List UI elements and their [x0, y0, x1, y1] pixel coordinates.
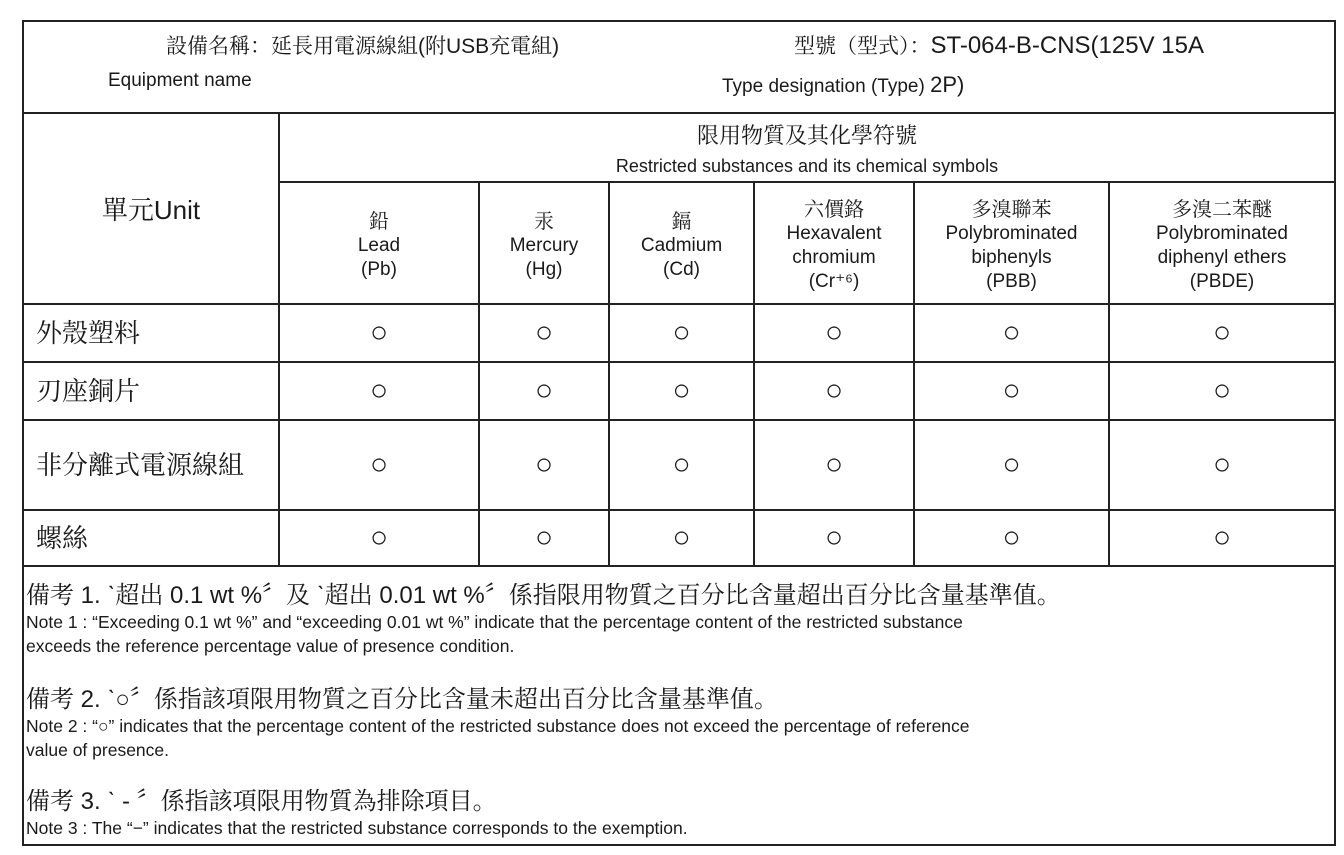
compliance-mark: ○: [914, 304, 1109, 362]
compliance-mark: ○: [479, 510, 609, 566]
substance-symbol: (Cd): [663, 258, 700, 280]
part-name: 螺絲: [24, 510, 279, 566]
note-1: [26, 575, 1061, 658]
note-en: Note 1 : “Exceeding 0.1 wt %” and “exceeding 0.01 wt %” indicate that the percentage content of the restricted substance: [26, 612, 963, 632]
part-name: 外殼塑料: [24, 304, 279, 362]
substance-name-en: Cadmium: [640, 234, 723, 256]
substance-name-cn: 多溴聯苯: [971, 198, 1052, 221]
equipment-name-cn: 設備名稱：延長用電源線組(附USB充電組): [166, 35, 560, 58]
substance-symbol: (Hg): [525, 258, 563, 280]
compliance-mark: ○: [609, 420, 754, 510]
substance-header: [754, 182, 914, 304]
note-cn: 備考 3. ˋ - 〞係指該項限用物質為排除項目。: [26, 788, 497, 815]
substance-name-cn: 鉛: [369, 210, 389, 233]
type-value: ST-064-B-CNS(125V 15A: [930, 32, 1204, 59]
compliance-mark: ○: [754, 420, 914, 510]
substance-header: [479, 182, 609, 304]
substance-name-en-line2: biphenyls: [971, 246, 1052, 268]
equipment-name-en: Equipment name: [108, 70, 252, 91]
notes-section: [24, 565, 1334, 838]
substance-header: [609, 182, 754, 304]
restricted-substance-table: [24, 114, 1334, 567]
substance-name-en: Mercury: [509, 234, 579, 256]
compliance-mark: ○: [1109, 362, 1334, 420]
part-name: 刃座銅片: [24, 362, 279, 420]
compliance-mark: ○: [914, 362, 1109, 420]
restricted-substances-header: [279, 114, 1334, 182]
type-label-en: Type designation (Type): [722, 76, 925, 97]
note-en-continued: exceeds the reference percentage value of presence condition.: [26, 636, 515, 656]
note-3: [26, 781, 688, 840]
substance-symbol: (PBB): [986, 270, 1037, 292]
compliance-mark: ○: [609, 304, 754, 362]
compliance-mark: ○: [754, 362, 914, 420]
compliance-mark: ○: [279, 510, 479, 566]
note-en: Note 3 : The “−” indicates that the restricted substance corresponds to the exemption.: [26, 818, 688, 838]
type-designation-cn: [794, 30, 1204, 60]
substance-symbol: (Pb): [361, 258, 397, 280]
note-en-continued: value of presence.: [26, 740, 170, 760]
type-designation-en: [722, 72, 964, 98]
substance-name-en: Hexavalent: [786, 222, 882, 244]
substance-name-en: Polybrominated: [945, 222, 1078, 244]
note-en: Note 2 : “○” indicates that the percentage content of the restricted substance does not exceed the percentage of reference: [26, 716, 970, 736]
header-section: [24, 22, 1334, 114]
substance-name-en-line2: diphenyl ethers: [1157, 246, 1287, 268]
compliance-mark: ○: [754, 510, 914, 566]
substance-name-en: Polybrominated: [1155, 222, 1289, 244]
substance-symbol: (PBDE): [1189, 270, 1255, 292]
substance-symbol: (Cr⁺⁶): [808, 270, 860, 292]
compliance-mark: ○: [279, 362, 479, 420]
table-row: [24, 362, 1334, 420]
compliance-mark: ○: [1109, 304, 1334, 362]
table-row: [24, 510, 1334, 566]
compliance-mark: ○: [914, 510, 1109, 566]
compliance-mark: ○: [609, 510, 754, 566]
type-value-continued: 2P): [930, 72, 965, 97]
substance-header: [279, 182, 479, 304]
table-row: [24, 420, 1334, 510]
substance-header: [914, 182, 1109, 304]
rohs-declaration-table: [22, 20, 1336, 846]
note-cn: 備考 1. ˋ超出 0.1 wt %〞及 ˋ超出 0.01 wt %〞係指限用物質之百分比含量超出百分比含量基準值。: [26, 582, 1061, 609]
compliance-mark: ○: [279, 304, 479, 362]
part-name: 非分離式電源線組: [24, 420, 279, 510]
table-row: [24, 304, 1334, 362]
substance-name-cn: 汞: [534, 210, 554, 233]
compliance-mark: ○: [609, 362, 754, 420]
substance-name-cn: 多溴二苯醚: [1172, 198, 1272, 221]
substance-name-en-line2: chromium: [792, 246, 876, 268]
compliance-mark: ○: [1109, 420, 1334, 510]
restricted-header-cn: 限用物質及其化學符號: [697, 122, 918, 148]
substance-name-cn: 鎘: [671, 210, 692, 233]
compliance-mark: ○: [754, 304, 914, 362]
substance-name-cn: 六價鉻: [804, 198, 864, 221]
compliance-mark: ○: [479, 304, 609, 362]
compliance-mark: ○: [479, 362, 609, 420]
compliance-mark: ○: [914, 420, 1109, 510]
note-cn: 備考 2. ˋ○〞係指該項限用物質之百分比含量未超出百分比含量基準值。: [26, 686, 778, 713]
unit-header: 單元Unit: [24, 114, 279, 304]
compliance-mark: ○: [479, 420, 609, 510]
restricted-header-en: Restricted substances and its chemical symbols: [615, 155, 999, 176]
substance-header: [1109, 182, 1334, 304]
compliance-mark: ○: [1109, 510, 1334, 566]
substance-name-en: Lead: [357, 234, 401, 256]
note-2: [26, 679, 970, 762]
compliance-mark: ○: [279, 420, 479, 510]
type-label-cn: 型號（型式）：: [794, 35, 931, 58]
